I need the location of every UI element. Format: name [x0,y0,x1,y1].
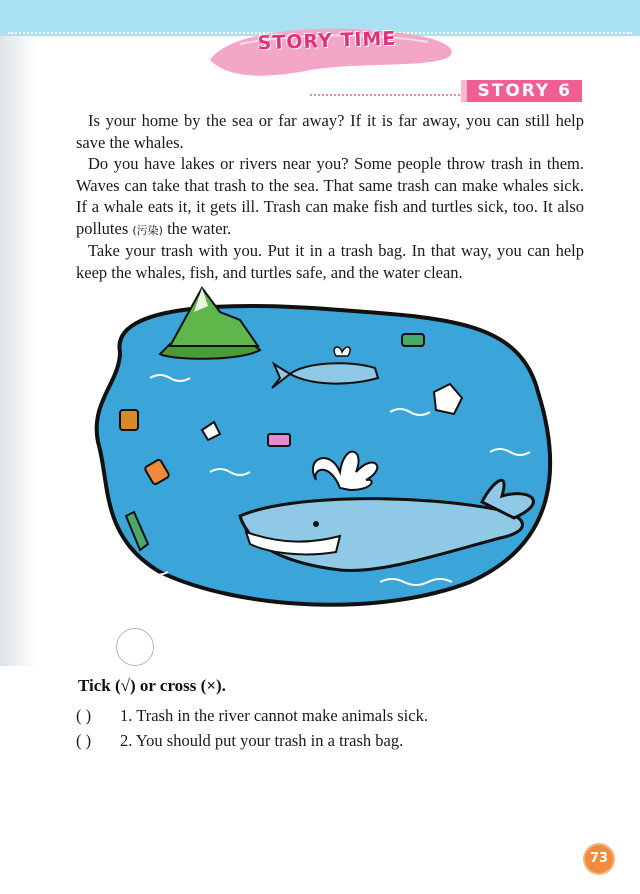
answer-blank-1[interactable]: ( ) [76,706,92,725]
quiz-question-2-text: 2. You should put your trash in a trash bag. [120,731,404,750]
decorative-circle [116,628,154,666]
story-dotted-line [310,94,460,96]
quiz-title: Tick (√) or cross (×). [78,676,226,695]
chinese-gloss: (污染) [132,223,163,237]
trash-can-icon [402,334,424,346]
quiz-question-2 [76,731,403,751]
page-gutter-shadow [0,36,40,666]
story-paragraph-1-text: Is your home by the sea or far away? If it is far away, you can still help save the whales. [76,111,584,152]
story-paragraph-2-text-a: Do you have lakes or rivers near you? Some people throw trash in them. Waves can take that trash to the sea. That same trash can make whales sick. If a whale eats it, it gets ill. Trash can make fish and turtles sick, too. It also pollutes [76,154,584,238]
story-number-label: STORY 6 [461,80,582,102]
answer-blank-2[interactable]: ( ) [76,731,92,750]
banner-title: STORY TIME [257,27,397,55]
sea-pollution-illustration [90,282,580,612]
story-paragraph-2 [76,153,584,241]
story-paragraph-3 [76,240,584,283]
story-paragraph-2-text-b: the water. [162,218,232,238]
page-number-badge: 73 [585,845,613,873]
quiz-area [0,666,640,894]
story-paragraph-1 [76,110,584,153]
story-label-row [310,80,586,102]
quiz-question-1-text: 1. Trash in the river cannot make animals sick. [120,706,428,725]
quiz-question-1 [76,706,428,726]
story-paragraph-3-text: Take your trash with you. Put it in a trash bag. In that way, you can help keep the whales, fish, and turtles safe, and the water clean. [76,241,584,282]
box-icon [268,434,290,446]
bucket-icon [120,410,138,430]
